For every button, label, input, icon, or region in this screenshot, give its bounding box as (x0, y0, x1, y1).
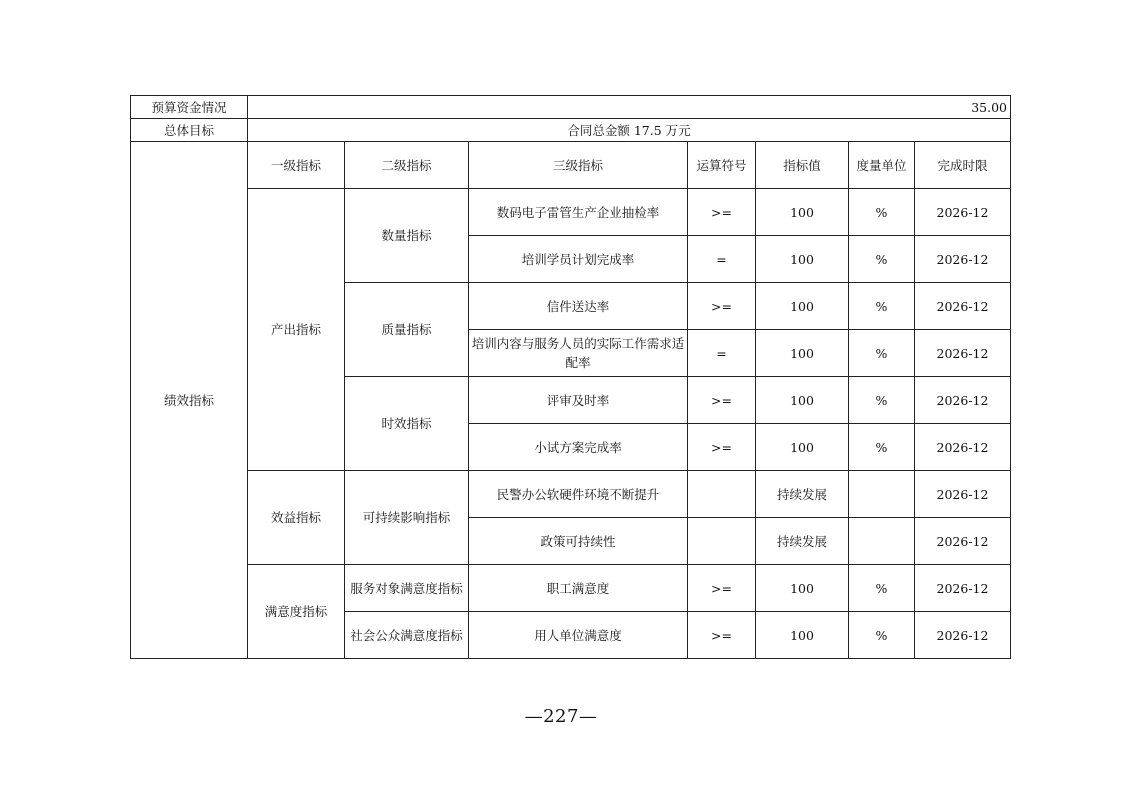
level2-quantity: 数量指标 (345, 189, 469, 283)
indicator-value: 100 (756, 377, 849, 424)
indicator-deadline: 2026-12 (915, 518, 1011, 565)
performance-label: 绩效指标 (131, 142, 248, 659)
level2-public: 社会公众满意度指标 (345, 612, 469, 659)
indicator-name: 评审及时率 (469, 377, 688, 424)
indicator-unit: % (849, 424, 915, 471)
budget-value: 35.00 (248, 96, 1011, 119)
indicator-operator: >= (688, 283, 756, 330)
budget-row (131, 96, 1011, 119)
indicator-unit: % (849, 236, 915, 283)
indicator-operator: >= (688, 612, 756, 659)
level1-satisfaction: 满意度指标 (248, 565, 345, 659)
indicator-value: 100 (756, 189, 849, 236)
goal-value: 合同总金额 17.5 万元 (248, 119, 1011, 142)
indicator-operator (688, 518, 756, 565)
indicator-name: 民警办公软硬件环境不断提升 (469, 471, 688, 518)
indicator-value: 持续发展 (756, 471, 849, 518)
page-number: —227— (524, 706, 598, 727)
table-row (131, 471, 1011, 518)
indicator-name: 培训学员计划完成率 (469, 236, 688, 283)
indicator-value: 100 (756, 236, 849, 283)
indicator-deadline: 2026-12 (915, 236, 1011, 283)
indicator-operator: >= (688, 189, 756, 236)
header-row (131, 142, 1011, 189)
indicator-unit (849, 518, 915, 565)
header-level2: 二级指标 (345, 142, 469, 189)
header-level1: 一级指标 (248, 142, 345, 189)
indicator-value: 100 (756, 424, 849, 471)
indicator-deadline: 2026-12 (915, 612, 1011, 659)
indicator-operator (688, 471, 756, 518)
indicator-name: 政策可持续性 (469, 518, 688, 565)
indicator-unit: % (849, 377, 915, 424)
performance-table (130, 95, 1011, 659)
level1-output: 产出指标 (248, 189, 345, 471)
indicator-deadline: 2026-12 (915, 330, 1011, 377)
level2-quality: 质量指标 (345, 283, 469, 377)
indicator-deadline: 2026-12 (915, 471, 1011, 518)
indicator-deadline: 2026-12 (915, 424, 1011, 471)
indicator-name: 用人单位满意度 (469, 612, 688, 659)
indicator-unit: % (849, 283, 915, 330)
header-deadline: 完成时限 (915, 142, 1011, 189)
level2-sustainable: 可持续影响指标 (345, 471, 469, 565)
indicator-deadline: 2026-12 (915, 565, 1011, 612)
indicator-value: 持续发展 (756, 518, 849, 565)
indicator-name: 职工满意度 (469, 565, 688, 612)
indicator-deadline: 2026-12 (915, 283, 1011, 330)
goal-row (131, 119, 1011, 142)
indicator-unit: % (849, 612, 915, 659)
indicator-name: 培训内容与服务人员的实际工作需求适配率 (469, 330, 688, 377)
indicator-operator: = (688, 236, 756, 283)
header-value: 指标值 (756, 142, 849, 189)
indicator-value: 100 (756, 612, 849, 659)
table-row (131, 565, 1011, 612)
table-row (131, 189, 1011, 236)
indicator-name: 信件送达率 (469, 283, 688, 330)
level2-service-object: 服务对象满意度指标 (345, 565, 469, 612)
indicator-value: 100 (756, 283, 849, 330)
level2-timeliness: 时效指标 (345, 377, 469, 471)
level1-benefit: 效益指标 (248, 471, 345, 565)
header-unit: 度量单位 (849, 142, 915, 189)
indicator-value: 100 (756, 330, 849, 377)
indicator-deadline: 2026-12 (915, 189, 1011, 236)
header-level3: 三级指标 (469, 142, 688, 189)
indicator-name: 小试方案完成率 (469, 424, 688, 471)
indicator-unit (849, 471, 915, 518)
indicator-name: 数码电子雷管生产企业抽检率 (469, 189, 688, 236)
budget-label: 预算资金情况 (131, 96, 248, 119)
header-operator: 运算符号 (688, 142, 756, 189)
indicator-unit: % (849, 189, 915, 236)
indicator-unit: % (849, 330, 915, 377)
indicator-operator: >= (688, 377, 756, 424)
indicator-deadline: 2026-12 (915, 377, 1011, 424)
indicator-operator: = (688, 330, 756, 377)
indicator-operator: >= (688, 565, 756, 612)
indicator-value: 100 (756, 565, 849, 612)
indicator-unit: % (849, 565, 915, 612)
goal-label: 总体目标 (131, 119, 248, 142)
indicator-operator: >= (688, 424, 756, 471)
